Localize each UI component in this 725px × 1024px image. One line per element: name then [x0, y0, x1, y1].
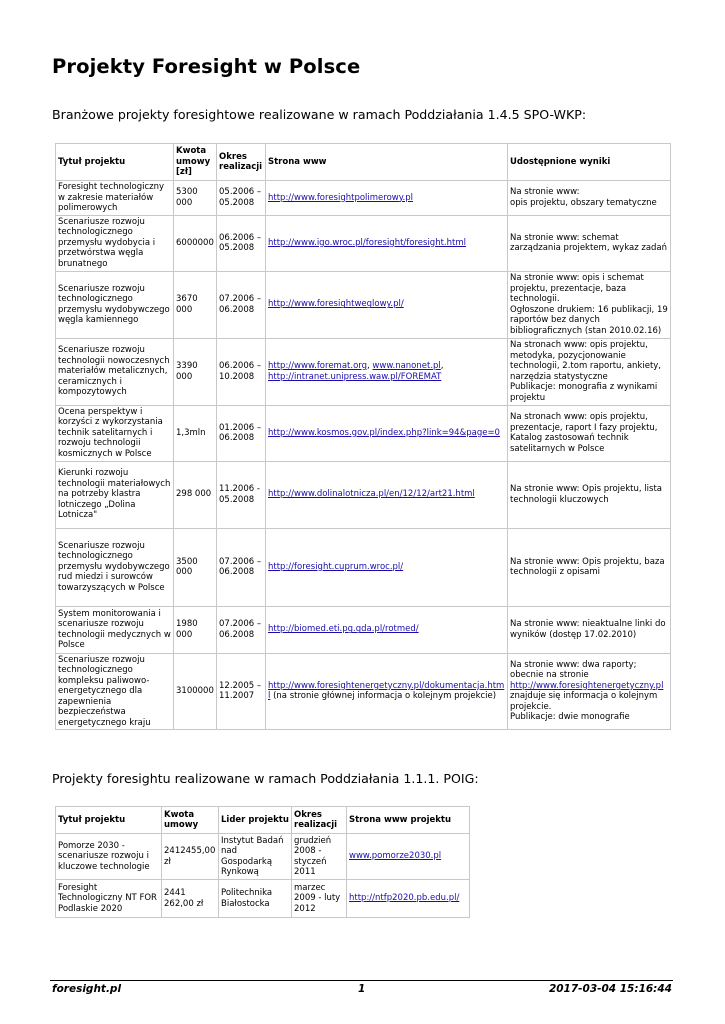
project-title: Scenariusze rozwoju technologicznego przemysłu wydobywczego rud miedzi i surowców towarzyszących w Polsce	[56, 528, 174, 606]
project-website-link[interactable]: http://intranet.unipress.waw.pl/FOREMAT	[268, 371, 442, 382]
project-website-cell: http://www.foremat.org, www.nanonet.pl, http://intranet.unipress.waw.pl/FOREMAT	[266, 338, 508, 405]
column-header-website: Strona www	[266, 144, 508, 181]
project-period: 05.2006 – 05.2008	[217, 181, 266, 216]
project-results: Na stronach www: opis projektu, prezentacje, raport I fazy projektu, Katalog zastosowań technik satelitarnych w Polsce	[508, 405, 671, 461]
project-period: 06.2006 – 10.2008	[217, 338, 266, 405]
project-results: Na stronie www: Opis projektu, lista technologii kluczowych	[508, 461, 671, 528]
project-website-link[interactable]: http://www.kosmos.gov.pl/index.php?link=94&page=0	[268, 427, 500, 438]
results-text: znajduje się informacja o kolejnym projekcie. Publikacje: dwie monografie	[510, 691, 658, 723]
project-amount: 5300 000	[174, 181, 217, 216]
project-website-link[interactable]: http://ntfp2020.pb.edu.pl/	[349, 893, 460, 904]
table-row	[56, 405, 671, 461]
project-title: Foresight technologiczny w zakresie materiałów polimerowych	[56, 181, 174, 216]
footer-divider	[50, 980, 673, 981]
project-amount: 298 000	[174, 461, 217, 528]
project-website-link[interactable]: www.nanonet.pl	[372, 361, 441, 371]
project-website-cell	[266, 528, 508, 606]
project-website-link[interactable]: http://www.foresightpolimerowy.pl	[268, 192, 414, 203]
table-row	[56, 880, 470, 918]
project-amount: 2441 262,00 zł	[162, 880, 219, 918]
footer-site: foresight.pl	[52, 983, 122, 995]
project-title: Ocena perspektyw i korzyści z wykorzystania technik satelitarnych i rozwoju technologii kosmicznych w Polsce	[56, 405, 174, 461]
column-header-title: Tytuł projektu	[56, 807, 162, 834]
table-header-row	[56, 144, 671, 181]
project-amount: 1,3mln	[174, 405, 217, 461]
spo-wkp-projects-table	[55, 143, 671, 730]
project-results: Na stronach www: opis projektu, metodyka, pozycjonowanie technologii, 2.tom raportu, ankiety, narzędzia statystyczne Publikacje: monografia z wynikami projektu	[508, 338, 671, 405]
project-title: Foresight Technologiczny NT FOR Podlaskie 2020	[56, 880, 162, 918]
project-website-cell	[347, 834, 470, 880]
project-website-link[interactable]: http://foresight.cuprum.wroc.pl/	[268, 561, 404, 572]
project-title: Scenariusze rozwoju technologii nowoczesnych materiałów metalicznych, ceramicznych i kompozytowych	[56, 338, 174, 405]
column-header-leader: Lider projektu	[219, 807, 292, 834]
project-amount: 3100000	[174, 653, 217, 730]
project-website-link[interactable]: http://www.foresightenergetyczny.pl/dokumentacja.html	[268, 680, 505, 702]
project-website-cell	[266, 215, 508, 271]
project-title: Scenariusze rozwoju technologicznego przemysłu wydobycia i przetwórstwa węgla brunatnego	[56, 215, 174, 271]
project-website-note: (na stronie głównej informacja o kolejnym projekcie)	[270, 691, 497, 702]
project-period: 06.2006 – 05.2008	[217, 215, 266, 271]
table-row	[56, 181, 671, 216]
results-text: Na stronie www: dwa raporty; obecnie na stronie	[510, 659, 637, 681]
table-row	[56, 215, 671, 271]
table-row	[56, 606, 671, 653]
project-period: grudzień 2008 - styczeń 2011	[292, 834, 347, 880]
project-results: Na stronie www: opis projektu, obszary tematyczne	[508, 181, 671, 216]
table-row	[56, 338, 671, 405]
project-amount: 2412455,00 zł	[162, 834, 219, 880]
table-header-row	[56, 807, 470, 834]
project-results: Na stronie www: nieaktualne linki do wyników (dostęp 17.02.2010)	[508, 606, 671, 653]
project-title: Scenariusze rozwoju technologicznego kompleksu paliwowo-energetycznego dla zapewnienia bezpieczeństwa energetycznego kraju	[56, 653, 174, 730]
results-link[interactable]: http://www.foresightenergetyczny.pl	[510, 680, 664, 691]
project-website-cell	[266, 405, 508, 461]
project-leader: Politechnika Białostocka	[219, 880, 292, 918]
project-period: 07.2006 – 06.2008	[217, 528, 266, 606]
poig-projects-table	[55, 806, 470, 918]
column-header-amount: Kwota umowy [zł]	[174, 144, 217, 181]
page-title: Projekty Foresight w Polsce	[52, 55, 361, 78]
project-website-cell	[266, 271, 508, 338]
project-amount: 3500 000	[174, 528, 217, 606]
column-header-amount: Kwota umowy	[162, 807, 219, 834]
table-row	[56, 653, 671, 730]
project-period: 01.2006 – 06.2008	[217, 405, 266, 461]
project-title: Scenariusze rozwoju technologicznego przemysłu wydobywczego węgla kamiennego	[56, 271, 174, 338]
project-period: 12.2005 – 11.2007	[217, 653, 266, 730]
footer-timestamp: 2017-03-04 15:16:44	[548, 983, 672, 995]
project-website-link[interactable]: www.pomorze2030.pl	[349, 851, 442, 862]
section-heading-spo-wkp: Branżowe projekty foresightowe realizowane w ramach Poddziałania 1.4.5 SPO-WKP:	[52, 107, 587, 122]
project-amount: 6000000	[174, 215, 217, 271]
table-row	[56, 834, 470, 880]
project-website-link[interactable]: http://www.foremat.org	[268, 361, 368, 371]
project-website-link[interactable]: http://www.igo.wroc.pl/foresight/foresight.html	[268, 237, 466, 248]
column-header-results: Udostępnione wyniki	[508, 144, 671, 181]
project-title: Kierunki rozwoju technologii materiałowych na potrzeby klastra lotniczego „Dolina Lotnicza"	[56, 461, 174, 528]
project-results	[508, 653, 671, 730]
project-website-cell	[347, 880, 470, 918]
project-period: 11.2006 - 05.2008	[217, 461, 266, 528]
table-row	[56, 461, 671, 528]
project-results: Na stronie www: Opis projektu, baza technologii z opisami	[508, 528, 671, 606]
column-header-period: Okres realizacji	[292, 807, 347, 834]
project-website-cell	[266, 606, 508, 653]
project-website-cell	[266, 461, 508, 528]
project-period: 07.2006 – 06.2008	[217, 271, 266, 338]
project-title: System monitorowania i scenariusze rozwoju technologii medycznych w Polsce	[56, 606, 174, 653]
column-header-website: Strona www projektu	[347, 807, 470, 834]
project-amount: 3390 000	[174, 338, 217, 405]
project-title: Pomorze 2030 - scenariusze rozwoju i kluczowe technologie	[56, 834, 162, 880]
project-amount: 1980 000	[174, 606, 217, 653]
project-website-link[interactable]: http://www.foresightweglowy.pl/	[268, 299, 404, 310]
project-website-cell	[266, 653, 508, 730]
table-row	[56, 271, 671, 338]
section-heading-poig: Projekty foresightu realizowane w ramach Poddziałania 1.1.1. POIG:	[52, 771, 479, 786]
project-amount: 3670 000	[174, 271, 217, 338]
footer-page-number: 1	[358, 983, 366, 995]
column-header-period: Okres realizacji	[217, 144, 266, 181]
project-results: Na stronie www: schemat zarządzania projektem, wykaz zadań	[508, 215, 671, 271]
table-row	[56, 528, 671, 606]
project-website-link[interactable]: http://biomed.eti.pg.gda.pl/rotmed/	[268, 624, 419, 635]
column-header-title: Tytuł projektu	[56, 144, 174, 181]
project-leader: Instytut Badań nad Gospodarką Rynkową	[219, 834, 292, 880]
project-results: Na stronie www: opis i schemat projektu, prezentacje, baza technologii. Ogłoszone drukiem: 16 publikacji, 19 raportów bez danych bibliograficznych (stan 2010.02.16)	[508, 271, 671, 338]
project-period: marzec 2009 - luty 2012	[292, 880, 347, 918]
project-website-link[interactable]: http://www.dolinalotnicza.pl/en/12/12/art21.html	[268, 489, 475, 500]
project-website-cell	[266, 181, 508, 216]
project-period: 07.2006 – 06.2008	[217, 606, 266, 653]
